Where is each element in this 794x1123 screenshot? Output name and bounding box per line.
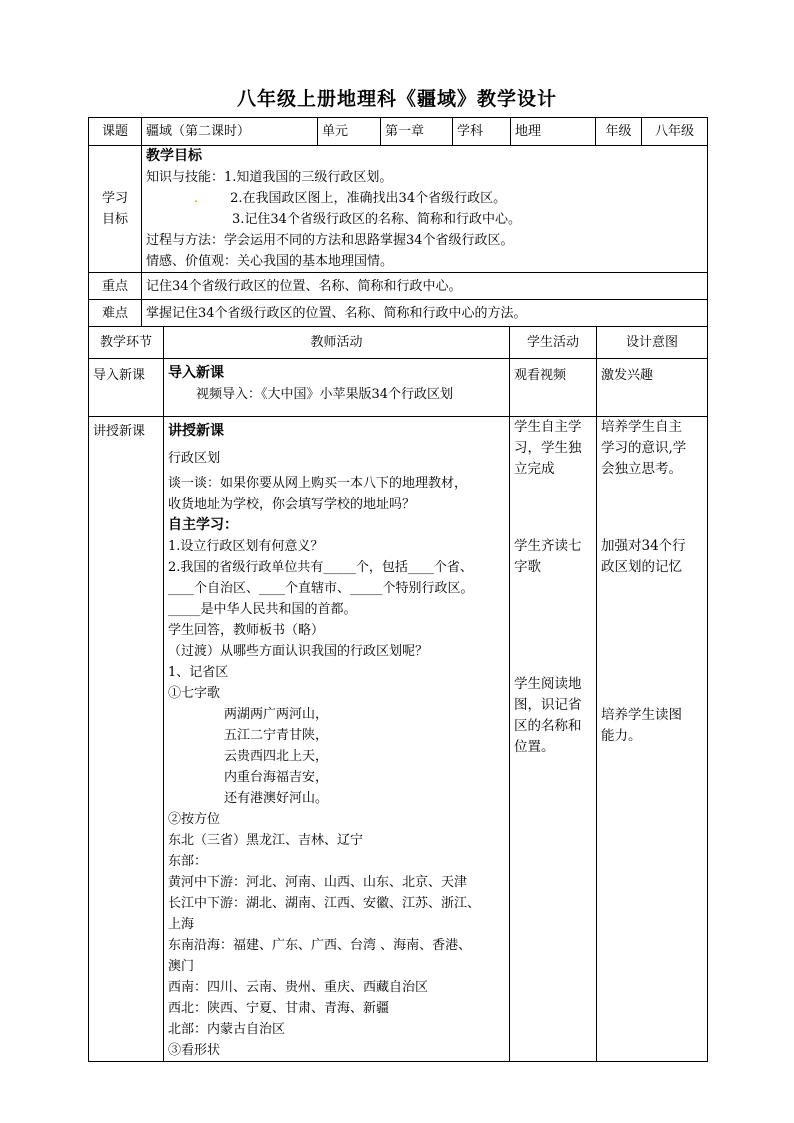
intro-stage: 导入新课 <box>89 359 164 417</box>
lesson-heading: 讲授新课 <box>168 423 224 439</box>
objective-line: 过程与方法：学会运用不同的方法和思路掌握34个省级行政区。 <box>146 233 514 248</box>
intent-header: 设计意图 <box>597 327 708 359</box>
objectives-row <box>89 146 708 273</box>
grade-value: 八年级 <box>642 118 708 146</box>
lesson-plan-table <box>88 117 708 327</box>
intro-intent: 激发兴趣 <box>597 359 708 417</box>
unit-label: 单元 <box>318 118 381 146</box>
region-line: 西南：四川、云南、贵州、重庆、西藏自治区 <box>168 980 429 995</box>
key-point-text: 记住34个省级行政区的位置、名称、简称和行政中心。 <box>142 273 708 300</box>
objectives-label: 学习 目标 <box>89 146 142 273</box>
objective-line: 3.记住34个省级行政区的名称、简称和行政中心。 <box>232 212 521 227</box>
grade-label: 年级 <box>596 118 642 146</box>
poem-line: 还有港澳好河山。 <box>224 791 329 806</box>
student-header: 学生活动 <box>510 327 597 359</box>
topic-label: 课题 <box>89 118 142 146</box>
poem-line: 云贵西四北上天， <box>224 749 329 764</box>
poem-line: 两湖两广两河山， <box>224 707 329 722</box>
method-line: ③看形状 <box>168 1043 221 1058</box>
intent-text: 培养学生自主 <box>601 419 682 435</box>
lesson-row <box>89 417 708 1062</box>
intent-text: 培养学生读图 <box>601 707 682 723</box>
intent-text: 加强对34个行 <box>601 538 686 554</box>
lesson-subheading: 行政区划 <box>168 451 221 466</box>
activities-table <box>88 326 708 1062</box>
difficulty-label: 难点 <box>89 300 142 327</box>
intro-teacher <box>164 359 510 417</box>
student-text: 学生齐读七 <box>514 538 582 554</box>
topic-value: 疆域（第二课时） <box>142 118 318 146</box>
subject-label: 学科 <box>453 118 511 146</box>
key-point-label: 重点 <box>89 273 142 300</box>
student-text: 学生自主学 <box>514 419 582 435</box>
point-line: 1、记省区 <box>168 665 229 680</box>
region-line: 澳门 <box>168 959 195 974</box>
method-line: ①七字歌 <box>168 686 221 701</box>
student-text: 习，学生独 <box>514 440 582 456</box>
difficulty-text: 掌握记住34个省级行政区的位置、名称、简称和行政中心的方法。 <box>142 300 708 327</box>
transition-line: （过渡）从哪些方面认识我国的行政区划呢？ <box>168 644 429 659</box>
header-row <box>89 118 708 146</box>
objectives-heading: 教学目标 <box>146 148 202 164</box>
lesson-stage: 讲授新课 <box>89 417 164 1062</box>
intent-text: 学习的意识,学 <box>601 440 687 456</box>
intent-text: 政区划的记忆 <box>601 559 682 575</box>
intent-text: 会独立思考。 <box>601 461 682 477</box>
talk-line: 收货地址为学校，你会填写学校的地址吗？ <box>168 497 416 512</box>
poem-line: 五江二宁青甘陕， <box>224 728 329 743</box>
student-text: 区的名称和 <box>514 718 582 734</box>
region-line: 东北（三省）黑龙江、吉林、辽宁 <box>168 833 364 848</box>
lesson-student <box>510 417 597 1062</box>
question-line: 1.设立行政区划有何意义？ <box>168 539 324 554</box>
intro-heading: 导入新课 <box>168 365 224 381</box>
intro-row <box>89 359 708 417</box>
objective-line: . 2.在我国政区图上，准确找出34个省级行政区。 <box>194 191 507 206</box>
intro-text: 视频导入：《大中国》小苹果版34个行政区划 <box>196 387 454 402</box>
key-point-row <box>89 273 708 300</box>
subject-value: 地理 <box>511 118 596 146</box>
document-title: 八年级上册地理科《疆域》教学设计 <box>236 88 557 110</box>
student-text: 学生阅读地 <box>514 676 582 692</box>
question-line: _____是中华人民共和国的首都。 <box>168 602 357 617</box>
question-line: 2.我国的省级行政单位共有_____个，包括____个省、 <box>168 560 473 575</box>
region-line: 上海 <box>168 917 195 932</box>
talk-line: 谈一谈：如果你要从网上购买一本八下的地理教材， <box>168 476 468 491</box>
difficulty-row <box>89 300 708 327</box>
region-line: 西北：陕西、宁夏、甘肃、青海、新疆 <box>168 1001 390 1016</box>
region-line: 黄河中下游：河北、河南、山西、山东、北京、天津 <box>168 875 468 890</box>
lesson-intent <box>597 417 708 1062</box>
objectives-content <box>142 146 708 273</box>
poem-line: 内重台海福吉安， <box>224 770 329 785</box>
student-text: 图，识记省 <box>514 697 582 713</box>
intro-student: 观看视频 <box>510 359 597 417</box>
region-line: 东南沿海：福建、广东、广西、台湾 、海南、香港、 <box>168 938 472 953</box>
region-line: 北部：内蒙古自治区 <box>168 1022 286 1037</box>
region-line: 长江中下游：湖北、湖南、江西、安徽、江苏、浙江、 <box>168 896 481 911</box>
activities-header-row <box>89 327 708 359</box>
region-line: 东部： <box>168 854 208 869</box>
teacher-header: 教师活动 <box>164 327 510 359</box>
self-study-heading: 自主学习： <box>168 517 238 533</box>
lesson-teacher <box>164 417 510 1062</box>
student-text: 位置。 <box>514 739 555 755</box>
intent-text: 能力。 <box>601 728 642 744</box>
answer-line: 学生回答，教师板书（略） <box>168 623 325 638</box>
objective-line: 知识与技能：1.知道我国的三级行政区划。 <box>146 170 393 185</box>
method-line: ②按方位 <box>168 812 221 827</box>
question-line: ____个自治区、____个直辖市、_____个特别行政区。 <box>168 581 474 596</box>
student-text: 立完成 <box>514 461 555 477</box>
objective-line: 情感、价值观：关心我国的基本地理国情。 <box>146 254 394 269</box>
student-text: 字歌 <box>514 559 541 575</box>
stage-header: 教学环节 <box>89 327 164 359</box>
unit-value: 第一章 <box>381 118 453 146</box>
